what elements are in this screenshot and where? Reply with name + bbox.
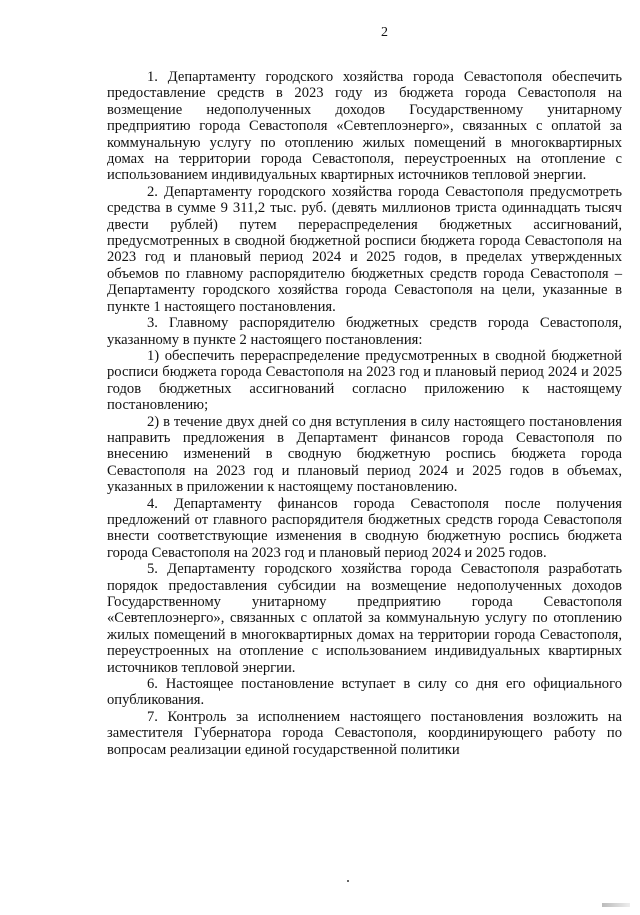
paragraph-5: 5. Департаменту городского хозяйства города Севастополя разработать порядок предоставления субсидии на возмещение недополученных доходов Государственному унитарному предприятию города Севастополя «Севтеплоэнерго», связанных с оплатой за коммунальную услугу по отоплению жилых помещений в многоквартирных домах на территории города Севастополя, переустроенных на отопление с использованием индивидуальных квартирных источников тепловой энергии. <box>107 561 622 676</box>
scan-edge-mark <box>602 903 630 907</box>
paragraph-7: 7. Контроль за исполнением настоящего постановления возложить на заместителя Губернатора города Севастополя, координирующего работу по вопросам реализации единой государственной политики <box>107 708 622 758</box>
paragraph-2: 2. Департаменту городского хозяйства города Севастополя предусмотреть средства в сумме 9 311,2 тыс. руб. (девять миллионов триста одиннадцать тысяч двести рублей) путем перераспределения бюджетных ассигнований, предусмотренных в сводной бюджетной росписи бюджета города Севастополя на 2023 год и плановый период 2024 и 2025 годов, в пределах утвержденных объемов по главному распорядителю бюджетных средств города Севастополя – Департаменту городского хозяйства города Севастополя на цели, указанные в пункте 1 настоящего постановления. <box>107 183 622 315</box>
scan-speck <box>347 880 349 882</box>
paragraph-3-item-2: 2) в течение двух дней со дня вступления в силу настоящего постановления направить предложения в Департамент финансов города Севастополя по внесению изменений в сводную бюджетную роспись бюджета города Севастополя на 2023 год и плановый период 2024 и 2025 годов в объемах, указанных в приложении к настоящему постановлению. <box>107 413 622 496</box>
page-number: 2 <box>381 25 388 40</box>
paragraph-4: 4. Департаменту финансов города Севастополя после получения предложений от главного распорядителя бюджетных средств города Севастополя внести соответствующие изменения в сводную бюджетную роспись бюджета города Севастополя на 2023 год и плановый период 2024 и 2025 годов. <box>107 495 622 561</box>
paragraph-6: 6. Настоящее постановление вступает в силу со дня его официального опубликования. <box>107 676 622 709</box>
paragraph-1: 1. Департаменту городского хозяйства города Севастополя обеспечить предоставление средств в 2023 году из бюджета города Севастополя на возмещение недополученных доходов Государственному унитарному предприятию города Севастополя «Севтеплоэнерго», связанных с оплатой за коммунальную услугу по отоплению жилых помещений в многоквартирных домах на территории города Севастополя, переустроенных на отопление с использованием индивидуальных квартирных источников тепловой энергии. <box>107 69 622 184</box>
paragraph-3: 3. Главному распорядителю бюджетных средств города Севастополя, указанному в пункте 2 настоящего постановления: <box>107 315 622 348</box>
paragraph-3-item-1: 1) обеспечить перераспределение предусмотренных в сводной бюджетной росписи бюджета города Севастополя на 2023 год и плановый период 2024 и 2025 годов бюджетных ассигнований согласно приложению к настоящему постановлению; <box>107 347 622 414</box>
